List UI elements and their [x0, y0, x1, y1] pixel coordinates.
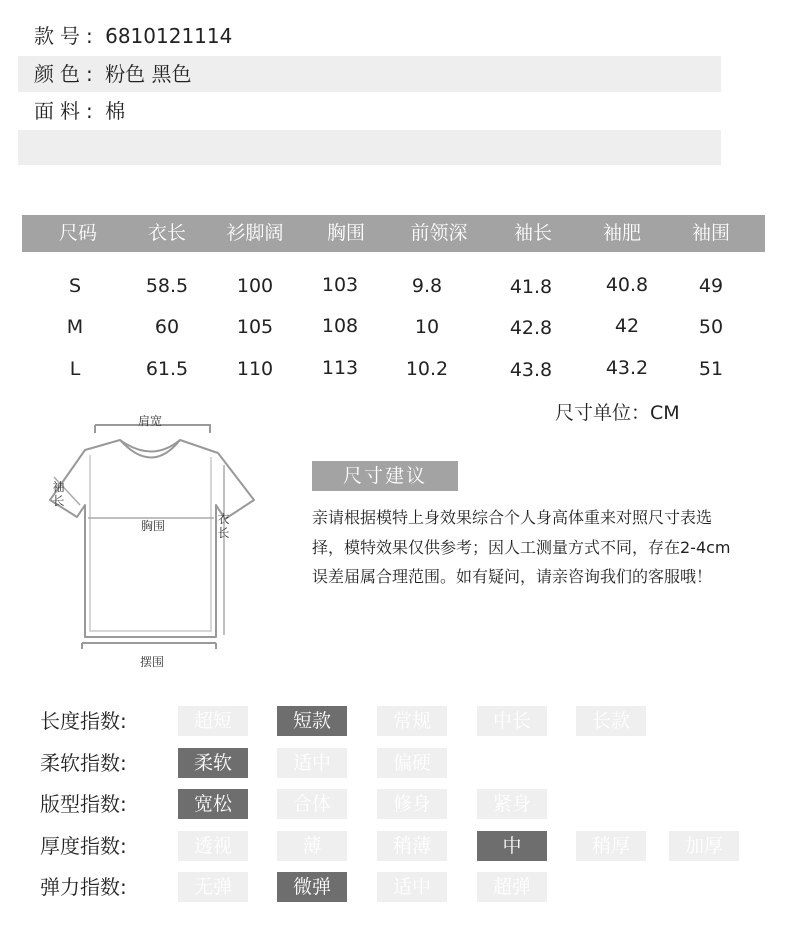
- index-option: 加厚: [669, 831, 739, 861]
- table-cell: L: [69, 358, 81, 380]
- thickness-index-label: 厚度指数:: [40, 834, 127, 858]
- table-cell: 43.2: [605, 357, 649, 379]
- color-value: 粉色 黑色: [105, 62, 192, 86]
- fit-index-label: 版型指数:: [40, 792, 127, 816]
- index-option: 超短: [178, 706, 248, 736]
- diagram-hem-label: 摆围: [140, 655, 165, 669]
- header-sleeve-width: 袖肥: [602, 222, 641, 244]
- index-option: 透视: [178, 831, 248, 861]
- table-row: [22, 271, 765, 301]
- index-option: 适中: [377, 872, 447, 902]
- info-row-fabric: [18, 93, 721, 129]
- index-option: 偏硬: [377, 748, 447, 778]
- index-option-selected: 微弹: [277, 872, 347, 902]
- fabric-value: 棉: [105, 99, 126, 123]
- table-cell: 50: [698, 316, 724, 338]
- table-cell: 10.2: [405, 358, 449, 380]
- index-option: 适中: [277, 748, 347, 778]
- table-cell: 42.8: [509, 317, 553, 339]
- index-option: 稍薄: [377, 831, 447, 861]
- elasticity-index-label: 弹力指数:: [40, 875, 127, 899]
- table-cell: 113: [321, 357, 359, 379]
- index-option-selected: 短款: [277, 706, 347, 736]
- table-cell: 58.5: [145, 275, 189, 297]
- index-option: 稍厚: [576, 831, 646, 861]
- table-cell: 61.5: [145, 358, 189, 380]
- tshirt-outline-icon: [40, 405, 270, 675]
- size-unit: 尺寸单位：CM: [555, 402, 680, 424]
- table-cell: M: [66, 316, 84, 338]
- index-option: 紧身: [477, 789, 547, 819]
- advice-text: 亲请根据模特上身效果综合个人身高体重来对照尺寸表选择，模特效果仅供参考；因人工测量方式不同，存在2-4cm误差届属合理范围。如有疑问，请亲咨询我们的客服哦！: [312, 508, 731, 586]
- table-cell: 100: [236, 275, 274, 297]
- fabric-label: 面料:: [34, 99, 99, 123]
- diagram-chest-label: 胸围: [141, 519, 166, 533]
- table-cell: 103: [321, 274, 359, 296]
- header-neck-depth: 前领深: [410, 222, 468, 244]
- index-option-selected: 柔软: [178, 748, 248, 778]
- index-option: 薄: [277, 831, 347, 861]
- style-no-label: 款号:: [34, 24, 99, 48]
- header-size: 尺码: [58, 222, 97, 244]
- table-cell: 105: [236, 316, 274, 338]
- index-option: 常规: [377, 706, 447, 736]
- header-sleeve-length: 袖长: [513, 222, 552, 244]
- header-length: 衣长: [147, 222, 186, 244]
- table-cell: 40.8: [605, 274, 649, 296]
- table-row: [22, 312, 765, 342]
- header-chest: 胸围: [326, 222, 365, 244]
- info-row-color: [18, 56, 721, 92]
- diagram-shoulder-label: 肩宽: [138, 414, 163, 428]
- length-index-label: 长度指数:: [40, 709, 127, 733]
- diagram-length-label: 衣长: [217, 512, 230, 540]
- index-option: 中长: [477, 706, 547, 736]
- table-cell: 108: [321, 315, 359, 337]
- size-table-header: [22, 215, 765, 252]
- blank-info-row: [18, 130, 721, 165]
- header-sleeve-circ: 袖围: [691, 222, 730, 244]
- table-cell: 60: [154, 316, 180, 338]
- info-row-style-no: [18, 18, 721, 54]
- index-option: 长款: [576, 706, 646, 736]
- index-option: 超弹: [477, 872, 547, 902]
- header-hem-width: 衫脚阔: [226, 222, 284, 244]
- softness-index-label: 柔软指数:: [40, 751, 127, 775]
- index-option: 无弹: [178, 872, 248, 902]
- color-label: 颜色:: [34, 62, 99, 86]
- table-cell: 49: [698, 275, 724, 297]
- index-option-selected: 宽松: [178, 789, 248, 819]
- table-cell: 110: [236, 358, 274, 380]
- table-cell: 9.8: [411, 275, 443, 297]
- advice-title: 尺寸建议: [312, 461, 458, 491]
- table-cell: S: [68, 275, 82, 297]
- table-cell: 41.8: [509, 276, 553, 298]
- table-row: [22, 354, 765, 384]
- tshirt-diagram: [40, 405, 270, 675]
- table-cell: 43.8: [509, 359, 553, 381]
- diagram-sleeve-label: 袖长: [52, 480, 65, 508]
- index-option-selected: 中: [477, 831, 547, 861]
- style-no-value: 6810121114: [105, 24, 233, 48]
- table-cell: 51: [698, 358, 724, 380]
- table-cell: 42: [614, 315, 640, 337]
- table-cell: 10: [414, 316, 440, 338]
- index-option: 合体: [277, 789, 347, 819]
- index-option: 修身: [377, 789, 447, 819]
